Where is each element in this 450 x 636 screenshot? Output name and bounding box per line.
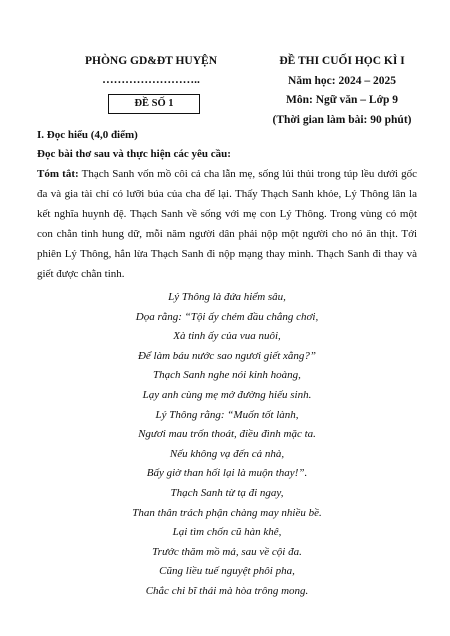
department-name: PHÒNG GD&ĐT HUYỆN — [84, 55, 218, 67]
poem-line: Dọa rằng: “Tội ấy chém đầu chẳng chơi, — [135, 310, 319, 323]
poem-line: Chắc chi bĩ thái mà hòa trông mong. — [145, 584, 309, 597]
poem-line: Lý Thông rằng: “Muốn tốt lành, — [155, 408, 299, 421]
exam-code-box: ĐỀ SỐ 1 — [108, 94, 200, 114]
time-limit: (Thời gian làm bài: 90 phút) — [272, 113, 412, 126]
poem-line: Than thân trách phận chàng may nhiều bề. — [132, 506, 322, 519]
summary-label: Tóm tắt: — [37, 168, 79, 180]
section-instruction: Đọc bài thơ sau và thực hiện các yêu cầu: — [37, 148, 231, 160]
poem — [37, 288, 417, 602]
district-placeholder: …………………….. — [102, 74, 200, 86]
exam-info-block — [252, 52, 432, 130]
poem-line: Xà tinh ấy của vua nuôi, — [173, 330, 281, 343]
subject-line: Môn: Ngữ văn – Lớp 9 — [286, 94, 398, 106]
poem-line: Bấy giờ than hối lại là muộn thay!”. — [146, 467, 308, 480]
summary-text: Thạch Sanh vốn mồ côi cả cha lẫn mẹ, sống lủi thủi trong túp lều dưới gốc đa và gia tài chỉ có lưỡi búa của cha để lại. Thấy Thạch Sanh khỏe, Lý Thông lân la kết nghĩa huynh đệ. Thạch Sanh về sống với mẹ con Lý Thông. Trong vùng có một con chằn tinh hung dữ, mỗi năm người dân phải nộp một người cho nó ăn thịt. Tới phiên Lý Thông, hắn lừa Thạch Sanh đi nộp mạng thay mình. Thạch Sanh đi thay và giết được chằn tinh. — [37, 168, 417, 280]
exam-title: ĐỀ THI CUỐI HỌC KÌ I — [279, 55, 405, 67]
poem-line: Ngươi mau trốn thoát, điều đình mặc ta. — [138, 428, 316, 441]
poem-line: Cũng liều tuế nguyệt phôi pha, — [159, 565, 295, 578]
poem-line: Thạch Sanh từ tạ đi ngay, — [170, 486, 284, 499]
poem-line: Lạy anh cùng mẹ mở đường hiếu sinh. — [142, 388, 312, 401]
poem-line: Để làm báu nước sao ngươi giết xằng?” — [137, 349, 317, 362]
poem-line: Lý Thông là đứa hiểm sâu, — [168, 291, 286, 303]
poem-line: Nếu không vạ đến cả nhà, — [169, 447, 285, 460]
exam-header — [0, 52, 450, 130]
reading-section — [37, 126, 417, 284]
poem-line: Trước thăm mồ mả, sau về cội đa. — [152, 545, 302, 558]
school-block — [66, 52, 236, 90]
section-heading: I. Đọc hiểu (4,0 điểm) — [37, 129, 138, 141]
school-year: Năm học: 2024 – 2025 — [288, 74, 396, 87]
poem-line: Thạch Sanh nghe nói kinh hoàng, — [153, 369, 301, 382]
story-summary — [37, 164, 417, 284]
poem-line: Lại tìm chốn cũ hàn khê, — [172, 526, 282, 539]
